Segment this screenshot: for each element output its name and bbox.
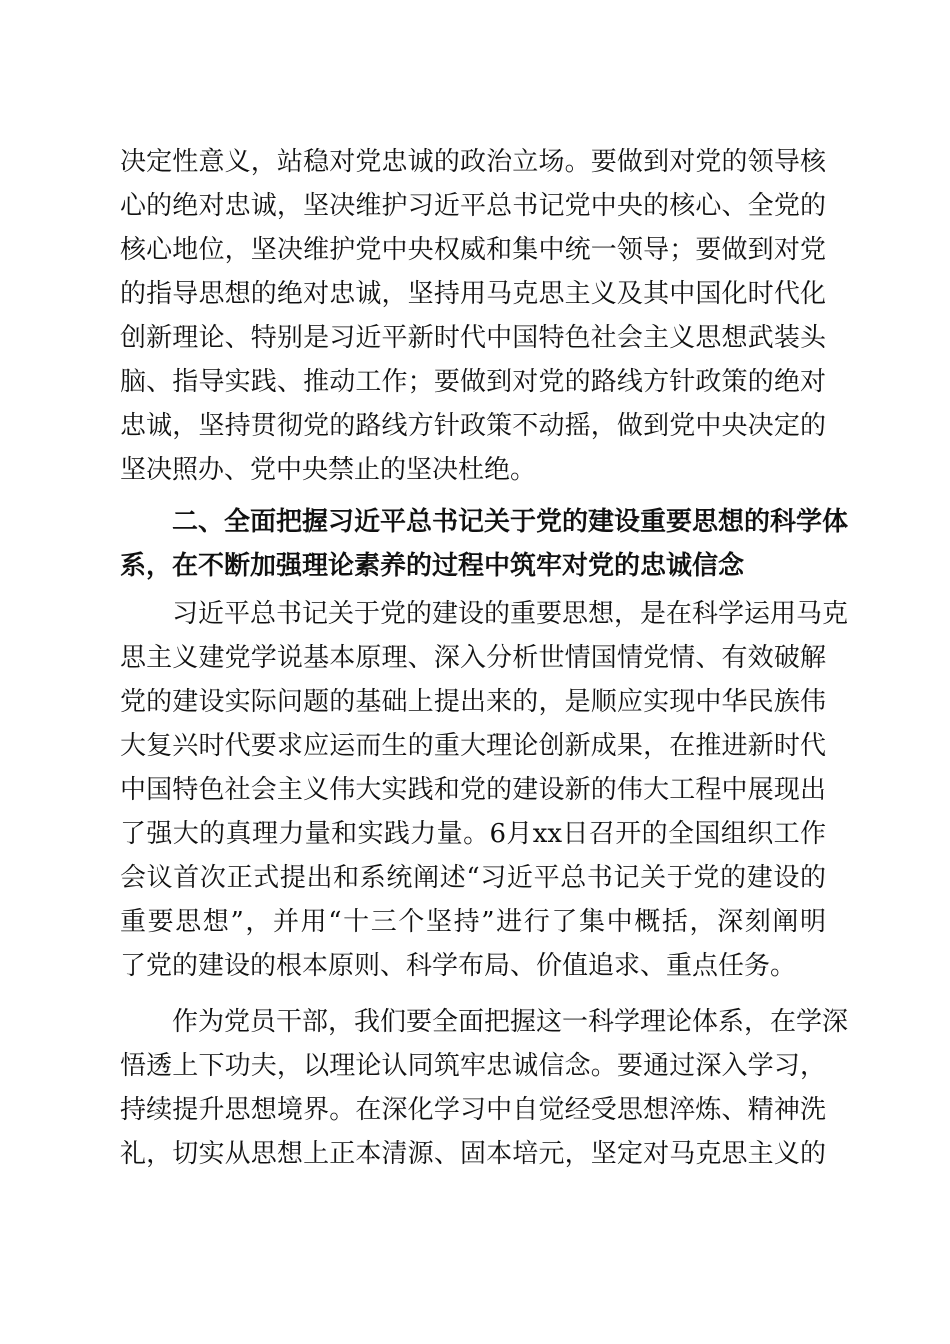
paragraph-line: 中国特色社会主义伟大实践和党的建设新的伟大工程中展现出: [120, 775, 826, 805]
paragraph-line: 心的绝对忠诚，坚决维护习近平总书记党中央的核心、全党的: [120, 191, 826, 221]
paragraph-line: 忠诚，坚持贯彻党的路线方针政策不动摇，做到党中央决定的: [120, 411, 826, 441]
paragraph-line: 脑、指导实践、推动工作；要做到对党的路线方针政策的绝对: [120, 367, 826, 397]
paragraph-line: 礼，切实从思想上正本清源、固本培元，坚定对马克思主义的: [120, 1139, 826, 1169]
paragraph-line: 习近平总书记关于党的建设的重要思想，是在科学运用马克: [172, 599, 849, 629]
section-heading: 二、全面把握习近平总书记关于党的建设重要思想的科学体: [172, 507, 849, 537]
paragraph-line: 持续提升思想境界。在深化学习中自觉经受思想淬炼、精神洗: [120, 1095, 826, 1125]
paragraph-line: 了强大的真理力量和实践力量。6月xx日召开的全国组织工作: [120, 819, 826, 849]
paragraph-line: 大复兴时代要求应运而生的重大理论创新成果，在推进新时代: [120, 731, 826, 761]
paragraph-line: 决定性意义，站稳对党忠诚的政治立场。要做到对党的领导核: [120, 147, 826, 177]
paragraph-line: 思主义建党学说基本原理、深入分析世情国情党情、有效破解: [120, 643, 826, 673]
section-heading: 系，在不断加强理论素养的过程中筑牢对党的忠诚信念: [120, 551, 745, 581]
paragraph-line: 党的建设实际问题的基础上提出来的，是顺应实现中华民族伟: [120, 687, 826, 717]
paragraph-line: 创新理论、特别是习近平新时代中国特色社会主义思想武装头: [120, 323, 826, 353]
paragraph-line: 会议首次正式提出和系统阐述“习近平总书记关于党的建设的: [120, 863, 826, 893]
paragraph-line: 了党的建设的根本原则、科学布局、价值追求、重点任务。: [120, 951, 797, 981]
paragraph-line: 核心地位，坚决维护党中央权威和集中统一领导；要做到对党: [120, 235, 826, 265]
paragraph-line: 坚决照办、党中央禁止的坚决杜绝。: [120, 455, 537, 485]
paragraph-line: 作为党员干部，我们要全面把握这一科学理论体系，在学深: [172, 1007, 849, 1037]
paragraph-line: 悟透上下功夫，以理论认同筑牢忠诚信念。要通过深入学习，: [120, 1051, 826, 1081]
paragraph-line: 重要思想”，并用“十三个坚持”进行了集中概括，深刻阐明: [120, 907, 826, 937]
paragraph-line: 的指导思想的绝对忠诚，坚持用马克思主义及其中国化时代化: [120, 279, 826, 309]
